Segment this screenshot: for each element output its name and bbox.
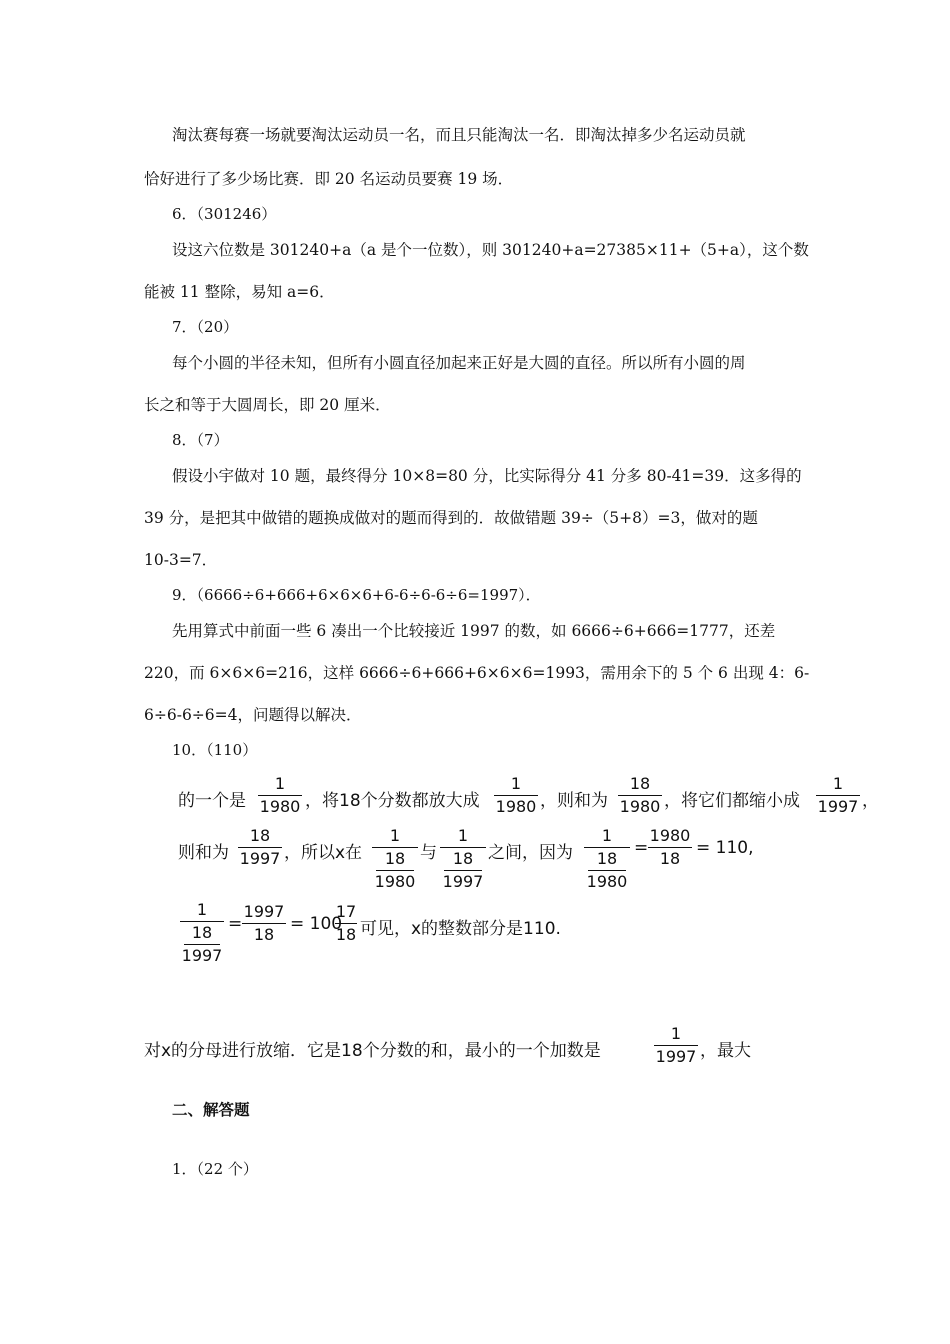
p10-text-1: 的一个是: [178, 791, 246, 811]
p8-line-3: 10-3=7．: [144, 551, 218, 569]
p6-line-2: 能被 11 整除，易知 a=6．: [144, 283, 335, 301]
p10-equals-1: =: [634, 838, 649, 858]
fraction-1997-over-18: 1997 18: [243, 902, 285, 944]
p10-answer: 10．（110）: [172, 741, 258, 759]
p5-line-2: 恰好进行了多少场比赛．即 20 名运动员要赛 19 场．: [144, 170, 514, 188]
p7-line-1: 每个小圆的半径未知，但所有小圆直径加起来正好是大圆的直径。所以所有小圆的周: [172, 354, 746, 372]
p9-line-2: 220，而 6×6×6=216，这样 6666÷6+666+6×6×6=1993，需用余下的 5 个 6 出现 4：6-: [144, 664, 810, 682]
p6-answer: 6．（301246）: [172, 205, 277, 223]
fraction-1-over-1980: 1 1980: [259, 774, 301, 816]
p10-text-4: ，将它们都缩小成: [664, 791, 800, 811]
p10-tail-text-2: ，最大: [700, 1041, 751, 1061]
p10-text-5: ，: [862, 791, 879, 811]
p9-line-1: 先用算式中前面一些 6 凑出一个比较接近 1997 的数，如 6666÷6+666=1777，还差: [172, 622, 776, 640]
p10-text-7: ，所以x在: [284, 843, 363, 863]
p8-answer: 8．（7）: [172, 431, 229, 449]
p5-line-1: 淘汰赛每赛一场就要淘汰运动员一名，而且只能淘汰一名．即淘汰掉多少名运动员就: [172, 126, 746, 144]
fraction-1-over-1980-b: 1 1980: [495, 774, 537, 816]
p6-line-1: 设这六位数是 301240+a（a 是个一位数），则 301240+a=27385×11+（5+a），这个数: [172, 241, 809, 259]
q1-answer: 1．（22 个）: [172, 1160, 258, 1178]
fraction-1-over-1997-tail: 1 1997: [655, 1024, 697, 1066]
p8-line-1: 假设小宇做对 10 题，最终得分 10×8=80 分，比实际得分 41 分多 80-41=39．这多得的: [172, 467, 802, 485]
complex-fraction-1980-b: 1 18 1980: [584, 826, 630, 892]
fraction-17-over-18: 17 18: [335, 902, 357, 944]
p10-text-13: = 100: [290, 914, 343, 934]
p9-line-3: 6÷6-6÷6=4，问题得以解决．: [144, 706, 362, 724]
p8-line-2: 39 分，是把其中做错的题换成做对的题而得到的．故做错题 39÷（5+8）=3，做对的题: [144, 509, 758, 527]
p10-text-11: = 110,: [696, 838, 754, 858]
p10-text-2: ，将18个分数都放大成: [305, 791, 480, 811]
fraction-18-over-1997: 18 1997: [239, 826, 281, 868]
p10-tail-text: 对x的分母进行放缩．它是18个分数的和，最小的一个加数是: [144, 1041, 601, 1061]
p10-text-14: 可见，x的整数部分是110.: [360, 919, 561, 939]
p10-text-9: 之间，因为: [488, 843, 573, 863]
fraction-1-over-1997: 1 1997: [817, 774, 859, 816]
fraction-18-over-1980: 18 1980: [619, 774, 661, 816]
p10-text-8: 与: [420, 843, 437, 863]
p10-text-6: 则和为: [178, 843, 229, 863]
p7-line-2: 长之和等于大圆周长，即 20 厘米．: [144, 396, 391, 414]
p10-equals-2: =: [228, 914, 243, 934]
complex-fraction-1997: 1 18 1997: [440, 826, 486, 892]
fraction-1980-over-18: 1980 18: [649, 826, 691, 868]
p10-text-3: ，则和为: [540, 791, 608, 811]
p7-answer: 7．（20）: [172, 318, 239, 336]
p9-answer: 9．（6666÷6+666+6×6×6+6-6÷6-6÷6=1997）．: [172, 586, 541, 604]
section-heading: 二、解答题: [172, 1101, 250, 1119]
complex-fraction-1997-b: 1 18 1997: [181, 900, 223, 965]
complex-fraction-1980: 1 18 1980: [372, 826, 418, 892]
